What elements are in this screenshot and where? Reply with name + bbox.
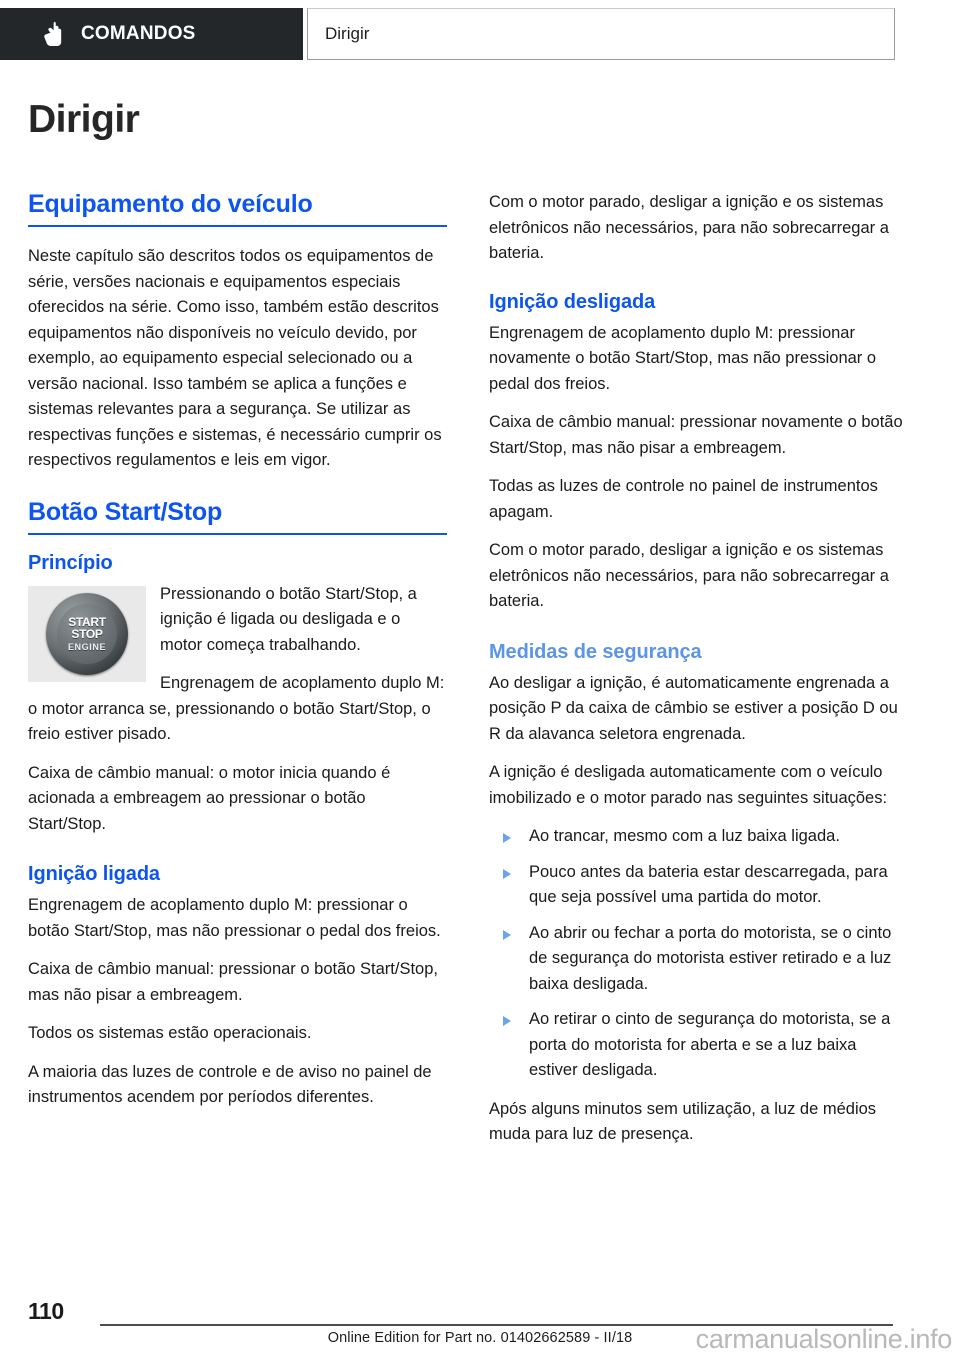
triangle-bullet-icon [503,833,511,843]
paragraph-ignicao-ligada-3: Todos os sistemas estão operacionais. [28,1024,312,1042]
subheading-ignicao-ligada: Ignição ligada [28,863,160,885]
paragraph-medidas-1: Ao desligar a ignição, é automaticamente engrenada a posição P da caixa de câmbio se estiver a posição D ou R da alavanca seletora engrenada. [489,673,898,743]
paragraph-ignicao-ligada-4: A maioria das luzes de controle e de aviso no painel de instrumentos acendem por períodos diferentes. [28,1062,432,1106]
paragraph-continuation: Com o motor parado, desligar a ignição e os sistemas eletrônicos não necessários, para não sobrecarregar a bateria. [489,193,889,262]
paragraph-ignicao-ligada-2: Caixa de câmbio manual: pressionar o botão Start/Stop, mas não pisar a embreagem. [28,960,438,1004]
start-stop-engine-button-image [28,586,146,682]
list-item-label: Ao abrir ou fechar a porta do motorista, se o cinto de segurança do motorista estiver retirado e a luz baixa desligada. [529,923,892,993]
right-column [489,190,908,1148]
button-label-start: START [68,614,106,629]
button-inner-face [57,604,117,664]
subheading-ignicao-desligada: Ignição desligada [489,290,656,313]
heading-botao-start-stop: Botão Start/Stop [28,498,447,535]
list-item-label: Pouco antes da bateria estar descarregada, para que seja possível uma partida do motor. [529,862,888,906]
page-footer [0,1284,960,1362]
triangle-bullet-icon [503,1016,511,1026]
content-columns [28,190,908,1148]
list-item [489,824,908,850]
footer-edition-note: Online Edition for Part no. 01402662589 - II/18 [327,1330,633,1346]
paragraph-intro: Neste capítulo são descritos todos os equipamentos de série, versões nacionais e equipamentos especiais oferecidos na série. Como isso, também estão descritos equipamentos não disponíveis no veículo devido, por exemplo, ao equipamento especial selecionado ou a versão nacional. Isso também se aplica a funções e sistemas relevantes para a segurança. Se utilizar as respectivas funções e sistemas, é necessário cumprir os respectivos regulamentos e leis em vigor. [28,247,442,469]
page-number: 110 [28,1298,64,1324]
subheading-medidas-de-seguranca: Medidas de segurança [489,640,702,663]
heading-equipamento-do-veiculo: Equipamento do veículo [28,190,447,227]
paragraph-ignicao-desligada-1: Engrenagem de acoplamento duplo M: pressionar novamente o botão Start/Stop, mas não pressionar o pedal dos freios. [489,323,877,393]
list-item [489,860,908,911]
page-title: Dirigir [28,98,140,141]
button-label-stop: STOP [71,627,103,641]
button-outer-ring [46,593,128,675]
list-item [489,921,908,998]
top-navigation-bar [0,8,960,60]
triangle-bullet-icon [503,869,511,879]
pointing-hand-icon [42,21,64,47]
paragraph-principio-1: Pressionando o botão Start/Stop, a ignição é ligada ou desligada e o motor começa trabalhando. [160,584,417,654]
paragraph-ignicao-desligada-3: Todas as luzes de controle no painel de instrumentos apagam. [489,477,878,521]
chapter-tab-label: COMANDOS [81,23,196,44]
paragraph-principio-2: Engrenagem de acoplamento duplo M: o motor arranca se, pressionando o botão Start/Stop, o freio estiver pisado. [28,674,445,743]
paragraph-principio-3: Caixa de câmbio manual: o motor inicia quando é acionada a embreagem ao pressionar o botão Start/Stop. [28,763,391,833]
paragraph-medidas-2: A ignição é desligada automaticamente com o veículo imobilizado e o motor parado nas seguintes situações: [489,763,888,807]
triangle-bullet-icon [503,930,511,940]
safety-measures-list [489,824,908,1084]
list-item [489,1007,908,1084]
list-item-label: Ao retirar o cinto de segurança do motorista, se a porta do motorista for aberta e se a luz baixa estiver desligada. [529,1010,891,1079]
button-label-engine: ENGINE [67,641,107,652]
list-item-label: Ao trancar, mesmo com a luz baixa ligada. [529,827,840,845]
paragraph-medidas-3: Após alguns minutos sem utilização, a luz de médios muda para luz de presença. [489,1099,877,1143]
chapter-tab-comandos[interactable] [0,8,303,60]
paragraph-ignicao-ligada-1: Engrenagem de acoplamento duplo M: pressionar o botão Start/Stop, mas não pressionar o pedal dos freios. [28,896,441,940]
section-tab-dirigir[interactable] [307,8,895,60]
subheading-principio: Princípio [28,551,113,574]
left-column [28,190,447,1148]
section-tab-label: Dirigir [325,24,370,43]
paragraph-ignicao-desligada-4: Com o motor parado, desligar a ignição e os sistemas eletrônicos não necessários, para não sobrecarregar a bateria. [489,541,889,610]
figure-and-text-block [28,582,447,748]
site-watermark: carmanualsonline.info [695,1324,952,1354]
paragraph-ignicao-desligada-2: Caixa de câmbio manual: pressionar novamente o botão Start/Stop, mas não pisar a embreagem. [489,413,903,457]
